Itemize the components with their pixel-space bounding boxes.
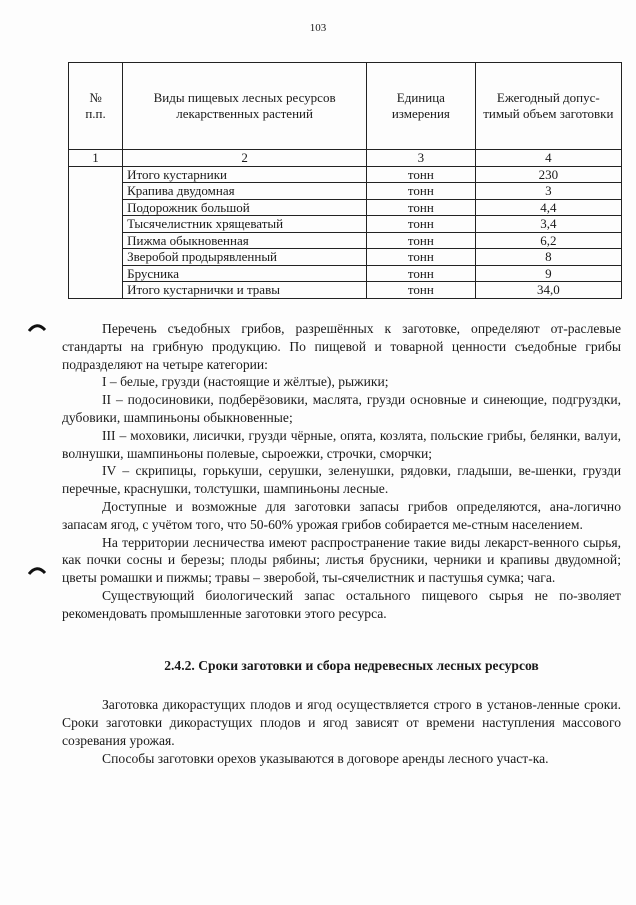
empty-number-cell [69, 166, 123, 298]
table-row [69, 232, 622, 249]
binding-mark-icon [28, 565, 46, 575]
resource-name: Крапива двудомная [123, 183, 367, 200]
resource-name: Тысячелистник хрящеватый [123, 216, 367, 233]
resource-name: Итого кустарники [123, 166, 367, 183]
unit-cell: тонн [367, 232, 476, 249]
volume-cell: 9 [475, 265, 621, 282]
unit-cell: тонн [367, 199, 476, 216]
paragraph: Способы заготовки орехов указываются в договоре аренды лесного участ-ка. [102, 750, 549, 766]
paragraph: На территории лесничества имеют распространение такие виды лекарст-венного сырья, как почки сосны и березы; плоды рябины; листья брусники, черники и крапивы двудомной; цветы ромашки и пижмы; травы – зверобой, ты-сячелистник и пастушья сумка; чага. [62, 534, 621, 586]
resource-name: Итого кустарнички и травы [123, 282, 367, 299]
table-row [69, 216, 622, 233]
volume-cell: 4,4 [475, 199, 621, 216]
paragraph: Заготовка дикорастущих плодов и ягод осуществляется строго в установ-ленные сроки. Сроки заготовки дикорастущих плодов и ягод зависят от времени наступления массового созревания урожая. [62, 697, 621, 748]
unit-cell: тонн [367, 249, 476, 266]
resource-name: Подорожник большой [123, 199, 367, 216]
volume-cell: 3 [475, 183, 621, 200]
paragraph: II – подосиновики, подберёзовики, маслята, грузди основные и синеющие, подгруздки, дубовики, шампиньоны обыкновенные; [62, 392, 621, 425]
header-unit: Единица измерения [367, 63, 476, 150]
column-number: 2 [123, 150, 367, 167]
header-annual-volume: Ежегодный допус-тимый объем заготовки [475, 63, 621, 150]
resource-name: Брусника [123, 265, 367, 282]
unit-cell: тонн [367, 216, 476, 233]
body-text [62, 320, 621, 768]
section-heading: 2.4.2. Сроки заготовки и сбора недревесных лесных ресурсов [164, 657, 539, 673]
unit-cell: тонн [367, 282, 476, 299]
header-number: № п.п. [69, 63, 123, 150]
table-row [69, 166, 622, 183]
unit-cell: тонн [367, 183, 476, 200]
table-row [69, 183, 622, 200]
paragraph: I – белые, грузди (настоящие и жёлтые), рыжики; [102, 374, 389, 390]
unit-cell: тонн [367, 166, 476, 183]
binding-mark-icon [28, 322, 46, 332]
column-number: 3 [367, 150, 476, 167]
table-row [69, 199, 622, 216]
table-row [69, 265, 622, 282]
paragraph: Перечень съедобных грибов, разрешённых к заготовке, определяют от-раслевые стандарты на грибную продукцию. По пищевой и товарной ценности съедобные грибы подразделяют на четыре категории: [62, 321, 621, 372]
table-row [69, 282, 622, 299]
volume-cell: 3,4 [475, 216, 621, 233]
resource-name: Зверобой продырявленный [123, 249, 367, 266]
volume-cell: 230 [475, 166, 621, 183]
column-number: 1 [69, 150, 123, 167]
resource-name: Пижма обыкновенная [123, 232, 367, 249]
volume-cell: 6,2 [475, 232, 621, 249]
volume-cell: 8 [475, 249, 621, 266]
paragraph: III – моховики, лисички, грузди чёрные, опята, козлята, польские грибы, белянки, валуи, волнушки, шампиньоны полевые, сыроежки, строчки, сморчки; [62, 427, 621, 461]
paragraph: Доступные и возможные для заготовки запасы грибов определяются, ана-логично запасам ягод, с учётом того, что 50-60% урожая грибов собирается ме-стным населением. [62, 498, 621, 532]
unit-cell: тонн [367, 265, 476, 282]
paragraph: Существующий биологический запас остального пищевого сырья не по-зволяет рекомендовать промышленные заготовки этого ресурса. [62, 587, 621, 621]
resources-table [68, 62, 622, 299]
table-header-row [69, 63, 622, 150]
column-number: 4 [475, 150, 621, 167]
header-resource-type: Виды пищевых лесных ресурсов лекарственных растений [123, 63, 367, 150]
volume-cell: 34,0 [475, 282, 621, 299]
paragraph: IV – скрипицы, горькуши, серушки, зеленушки, рядовки, гладыши, ве-шенки, грузди перечные, краснушки, толстушки, шампиньоны лесные. [62, 463, 621, 497]
column-numbers-row [69, 150, 622, 167]
page-number: 103 [309, 22, 327, 34]
table-row [69, 249, 622, 266]
